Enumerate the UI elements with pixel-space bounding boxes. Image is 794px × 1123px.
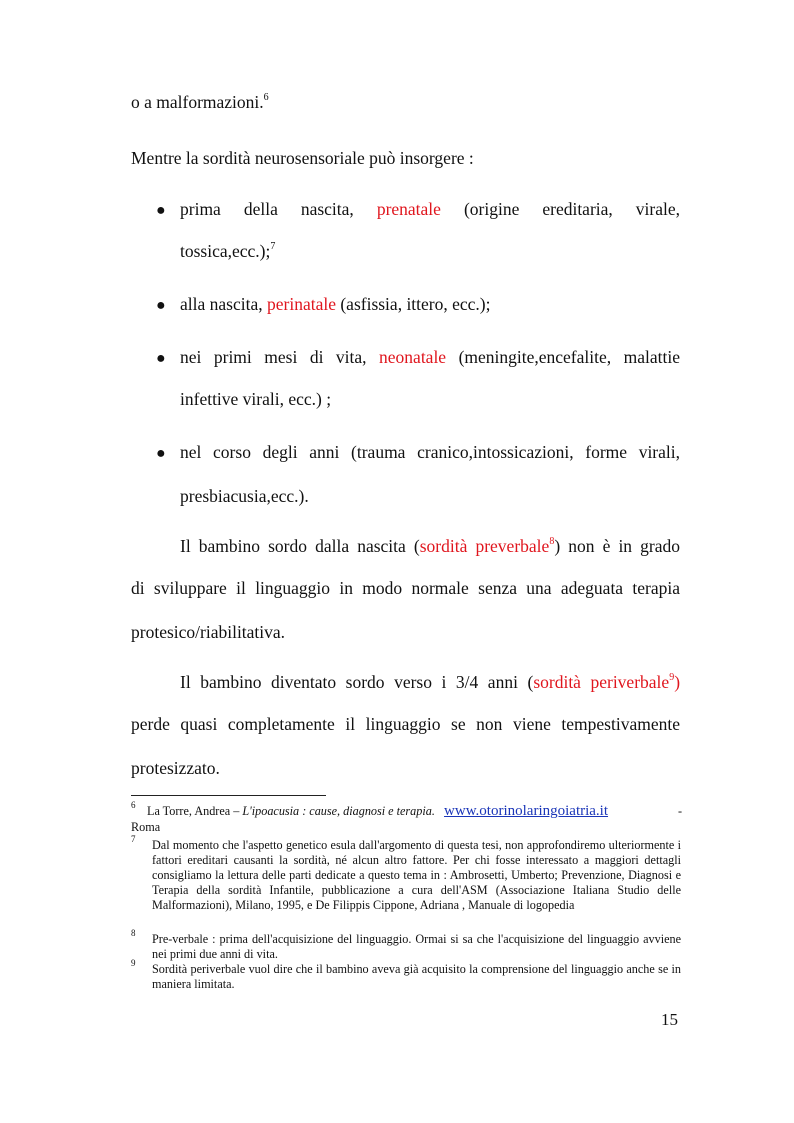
footnote: La Torre, Andrea – L'ipoacusia : cause, diagnosi e terapia. www.otorinolaringoiatria.it - bbox=[147, 803, 682, 819]
bullet-item: prima della nascita, prenatale (origine ereditaria, virale, bbox=[180, 199, 680, 219]
paragraph-line: di sviluppare il linguaggio in modo normale senza una adeguata terapia bbox=[131, 578, 680, 598]
bullet-item: nel corso degli anni (trauma cranico,intossicazioni, forme virali, bbox=[180, 442, 680, 462]
highlight-term: prenatale bbox=[376, 199, 441, 219]
paragraph-line: perde quasi completamente il linguaggio se non viene tempestivamente bbox=[131, 714, 680, 734]
website-link[interactable]: www.otorinolaringoiatria.it bbox=[444, 803, 609, 819]
footnote: Dal momento che l'aspetto genetico esula dall'argomento di questa tesi, non approfondiremo ulteriormente i fattori ereditari causanti la sordità, né alcun altro fattore. Per chi fosse interessato a maggiori dettagli consigliamo la lettura delle parti dedicate a questo tema in : Ambrosetti, Umberto; Prevenzione, Diagnosi e Terapia della sordità Infantile, pubblicazione a cura dell'ASM (Associazione Italiana Studio delle Malformazioni), Milano, 1995, e De Filippis Cippone, Adriana , Manuale di logopedia bbox=[152, 838, 681, 912]
footnote-ref: 7 bbox=[270, 241, 276, 252]
highlight-term: sordità preverbale$^8$ bbox=[419, 536, 555, 556]
footnote-number: 6 bbox=[131, 800, 136, 810]
footnote-cont: Roma bbox=[131, 820, 161, 834]
footnote-ref: 6 bbox=[263, 92, 269, 103]
paragraph-intro: Mentre la sordità neurosensoriale può insorgere : bbox=[131, 148, 474, 168]
page-number: 15 bbox=[661, 1010, 678, 1029]
paragraph-line: Il bambino diventato sordo verso i 3/4 anni (sordità periverbale$^9$) bbox=[180, 672, 681, 692]
paragraph-end: o a malformazioni.$^6$ bbox=[131, 92, 269, 112]
bullet-icon: ● bbox=[156, 445, 166, 462]
bullet-item: alla nascita, perinatale (asfissia, ittero, ecc.); bbox=[180, 294, 491, 314]
bullet-icon: ● bbox=[156, 202, 166, 219]
footnote-separator bbox=[131, 795, 326, 796]
footnote-number: 8 bbox=[131, 928, 136, 938]
bullet-item: nei primi mesi di vita, neonatale (meningite,encefalite, malattie bbox=[180, 347, 680, 367]
footnote-ref: 8 bbox=[549, 536, 555, 547]
footnote: Sordità periverbale vuol dire che il bambino aveva già acquisito la comprensione del linguaggio anche se in maniera limitata. bbox=[152, 962, 681, 991]
highlight-term: sordità periverbale$^9$) bbox=[533, 672, 681, 692]
paragraph-line: protesico/riabilitativa. bbox=[131, 622, 286, 642]
bullet-item-cont: tossica,ecc.);$^7$ bbox=[180, 241, 276, 261]
footnote-number: 7 bbox=[131, 834, 136, 844]
footnote-number: 9 bbox=[131, 958, 136, 968]
bullet-icon: ● bbox=[156, 350, 166, 367]
bullet-item-cont: infettive virali, ecc.) ; bbox=[180, 389, 332, 409]
highlight-term: neonatale bbox=[379, 347, 447, 367]
paragraph-line: Il bambino sordo dalla nascita (sordità preverbale$^8$) non è in grado bbox=[180, 536, 681, 556]
footnote-ref: 9 bbox=[669, 672, 675, 683]
bullet-icon: ● bbox=[156, 297, 166, 314]
paragraph-line: protesizzato. bbox=[131, 758, 220, 778]
bullet-item-cont: presbiacusia,ecc.). bbox=[180, 486, 309, 506]
footnote: Pre-verbale : prima dell'acquisizione del linguaggio. Ormai si sa che l'acquisizione del linguaggio avviene nei primi due anni di vita. bbox=[152, 932, 681, 961]
highlight-term: perinatale bbox=[266, 294, 336, 314]
